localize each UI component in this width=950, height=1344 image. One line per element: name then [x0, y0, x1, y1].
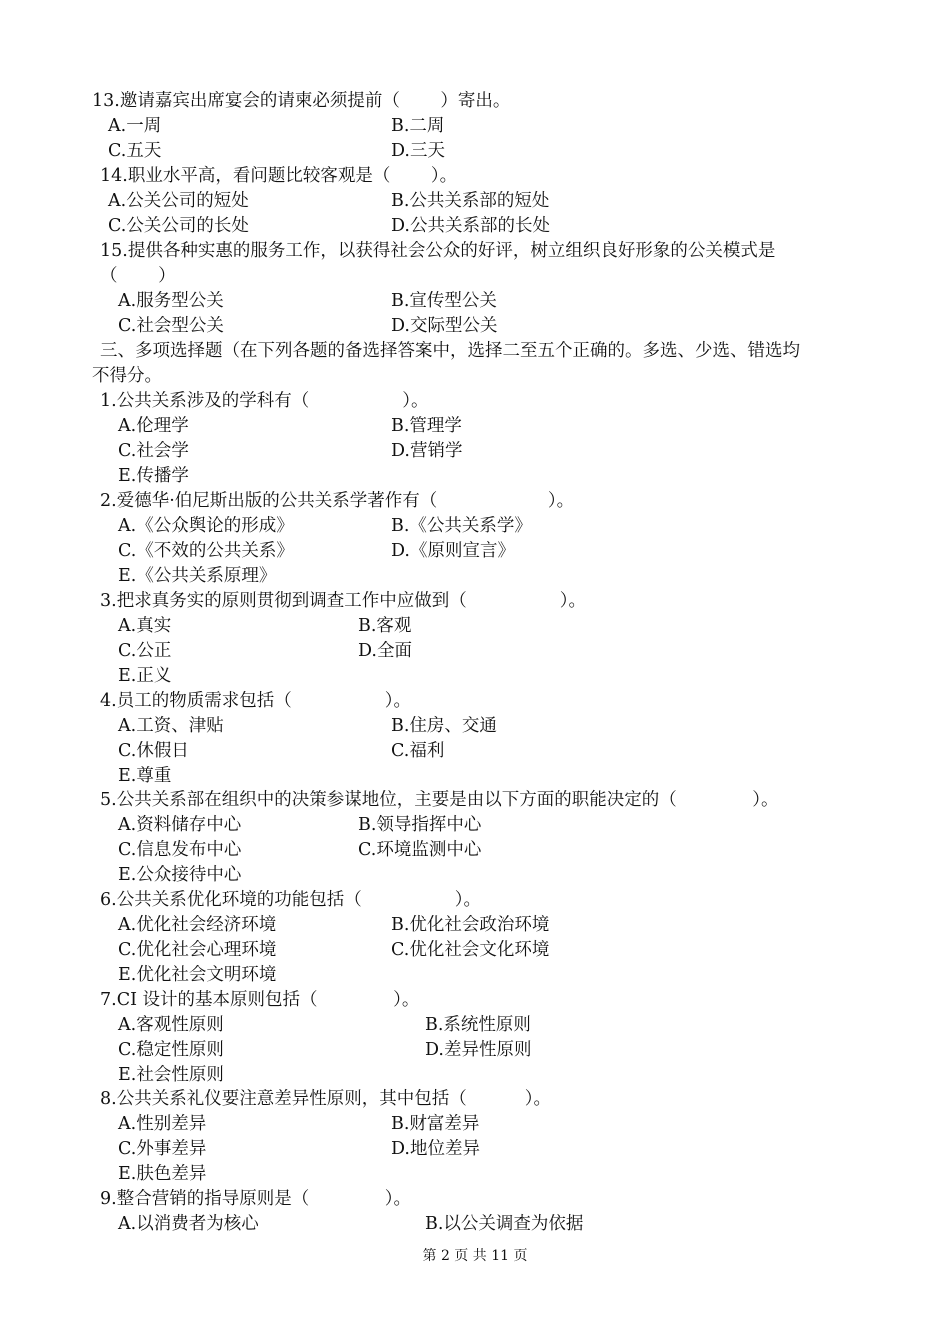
q14-option-d: D.公共关系部的长处: [391, 216, 550, 236]
mc2-option-e: E.《公共关系原理》: [118, 566, 277, 586]
mc4-option-c: C.休假日: [118, 741, 189, 761]
mc4-stem: 4.员工的物质需求包括（ ）。: [100, 691, 412, 711]
q13-option-d: D.三天: [391, 141, 445, 161]
mc5-option-e: E.公众接待中心: [118, 865, 242, 885]
mc7-option-a: A.客观性原则: [118, 1015, 224, 1035]
mc8-option-c: C.外事差异: [118, 1139, 207, 1159]
mc8-option-a: A.性别差异: [118, 1114, 207, 1134]
q14-option-b: B.公共关系部的短处: [391, 191, 550, 211]
mc1-option-c: C.社会学: [118, 441, 189, 461]
q15-stem-continued: （ ）: [100, 266, 176, 286]
q14-option-a: A.公关公司的短处: [108, 191, 249, 211]
mc5-option-a: A.资料储存中心: [118, 815, 242, 835]
mc3-option-b: B.客观: [358, 616, 412, 636]
page-number-footer: 第 2 页 共 11 页: [422, 1248, 528, 1264]
q15-stem: 15.提供各种实惠的服务工作，以获得社会公众的好评，树立组织良好形象的公关模式是: [100, 241, 776, 261]
mc6-option-e: E.优化社会文明环境: [118, 965, 277, 985]
q13-option-c: C.五天: [108, 141, 162, 161]
mc1-option-b: B.管理学: [391, 416, 462, 436]
mc3-option-d: D.全面: [358, 641, 412, 661]
mc2-option-a: A.《公众舆论的形成》: [118, 516, 294, 536]
q13-stem: 13.邀请嘉宾出席宴会的请柬必须提前（ ）寄出。: [92, 91, 511, 111]
mc5-option-c: C.信息发布中心: [118, 840, 242, 860]
mc9-stem: 9.整合营销的指导原则是（ ）。: [100, 1189, 412, 1209]
mc6-option-d: C.优化社会文化环境: [391, 940, 550, 960]
q13-option-a: A.一周: [108, 116, 162, 136]
mc6-option-c: C.优化社会心理环境: [118, 940, 277, 960]
q14-stem: 14.职业水平高，看问题比较客观是（ ）。: [100, 166, 458, 186]
mc2-stem: 2.爱德华·伯尼斯出版的公共关系学著作有（ ）。: [100, 491, 575, 511]
mc7-option-e: E.社会性原则: [118, 1065, 224, 1085]
section-3-heading: 三、多项选择题（在下列各题的备选择答案中，选择二至五个正确的。多选、少选、错选均: [100, 341, 800, 361]
q14-option-c: C.公关公司的长处: [108, 216, 249, 236]
mc2-option-c: C.《不效的公共关系》: [118, 541, 294, 561]
mc3-option-c: C.公正: [118, 641, 172, 661]
mc8-stem: 8.公共关系礼仪要注意差异性原则，其中包括（ ）。: [100, 1089, 552, 1109]
mc7-option-d: D.差异性原则: [425, 1040, 532, 1060]
mc4-option-d: C.福利: [391, 741, 445, 761]
mc3-stem: 3.把求真务实的原则贯彻到调查工作中应做到（ ）。: [100, 591, 587, 611]
section-3-heading-continued: 不得分。: [92, 366, 162, 386]
mc3-option-a: A.真实: [118, 616, 172, 636]
q15-option-b: B.宣传型公关: [391, 291, 497, 311]
mc5-stem: 5.公共关系部在组织中的决策参谋地位，主要是由以下方面的职能决定的（ ）。: [100, 790, 779, 810]
mc5-option-d: C.环境监测中心: [358, 840, 482, 860]
q15-option-c: C.社会型公关: [118, 316, 224, 336]
mc5-option-b: B.领导指挥中心: [358, 815, 482, 835]
mc8-option-e: E.肤色差异: [118, 1164, 207, 1184]
mc9-option-a: A.以消费者为核心: [118, 1214, 259, 1234]
mc4-option-a: A.工资、津贴: [118, 716, 224, 736]
q13-option-b: B.二周: [391, 116, 445, 136]
mc6-option-a: A.优化社会经济环境: [118, 915, 277, 935]
mc2-option-b: B.《公共关系学》: [391, 516, 532, 536]
mc8-option-d: D.地位差异: [391, 1139, 480, 1159]
mc7-option-b: B.系统性原则: [425, 1015, 531, 1035]
mc8-option-b: B.财富差异: [391, 1114, 480, 1134]
q15-option-d: D.交际型公关: [391, 316, 498, 336]
mc2-option-d: D.《原则宣言》: [391, 541, 515, 561]
mc7-option-c: C.稳定性原则: [118, 1040, 224, 1060]
mc1-option-d: D.营销学: [391, 441, 463, 461]
mc1-option-a: A.伦理学: [118, 416, 189, 436]
mc1-stem: 1.公共关系涉及的学科有（ ）。: [100, 391, 429, 411]
mc4-option-b: B.住房、交通: [391, 716, 497, 736]
q15-option-a: A.服务型公关: [118, 291, 224, 311]
mc3-option-e: E.正义: [118, 666, 172, 686]
mc7-stem: 7.CI 设计的基本原则包括（ ）。: [100, 990, 420, 1010]
mc4-option-e: E.尊重: [118, 766, 172, 786]
mc6-stem: 6.公共关系优化环境的功能包括（ ）。: [100, 890, 482, 910]
mc1-option-e: E.传播学: [118, 466, 189, 486]
mc6-option-b: B.优化社会政治环境: [391, 915, 550, 935]
mc9-option-b: B.以公关调查为依据: [425, 1214, 584, 1234]
